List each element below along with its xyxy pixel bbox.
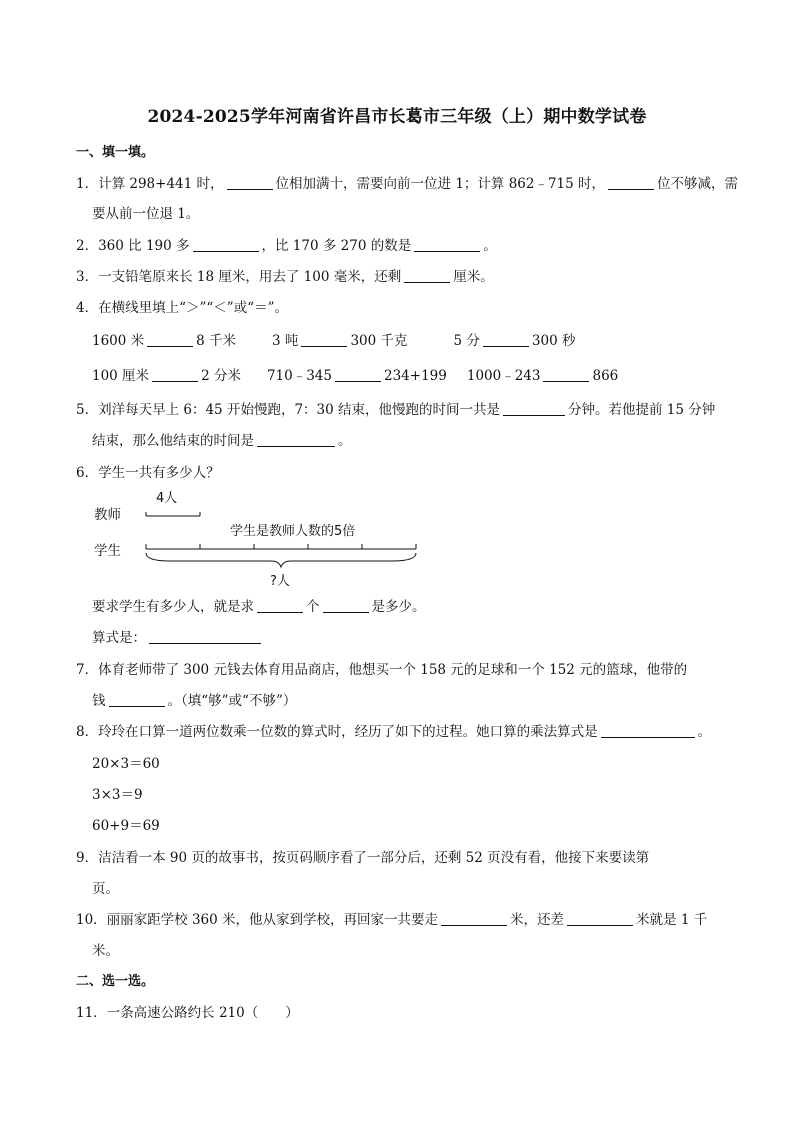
question-4-stem: 4．在横线里填上“＞”“＜”或“＝”。 bbox=[76, 300, 288, 316]
answer-blank[interactable] bbox=[608, 175, 654, 190]
answer-blank[interactable] bbox=[414, 237, 480, 252]
answer-blank[interactable] bbox=[503, 401, 565, 416]
answer-blank[interactable] bbox=[109, 692, 165, 707]
answer-blank[interactable] bbox=[441, 911, 507, 926]
question-6-ask: 要求学生有多少人，就是求 个 是多少。 bbox=[92, 599, 426, 615]
question-9-line-1: 9．洁洁看一本 90 页的故事书，按页码顺序看了一部分后，还剩 52 页没有看，他接下来要读第 bbox=[76, 850, 650, 866]
question-7-line-1: 7．体育老师带了 300 元钱去体育用品商店，他想买一个 158 元的足球和一个 152 元的篮球，他带的 bbox=[76, 662, 688, 678]
answer-blank[interactable] bbox=[335, 367, 381, 382]
question-1-line-1: 1．计算 298+441 时， 位相加满十，需要向前一位进 1；计算 862﹣715 时， 位不够减，需 bbox=[76, 176, 739, 192]
question-2: 2．360 比 190 多 ，比 170 多 270 的数是 。 bbox=[76, 238, 497, 254]
answer-blank[interactable] bbox=[404, 268, 450, 283]
answer-blank[interactable] bbox=[301, 332, 347, 347]
answer-blank[interactable] bbox=[567, 911, 633, 926]
section-heading-fill: 一、填一填。 bbox=[76, 145, 155, 160]
question-4-row-1: 1600 米 8 千米 3 吨 300 千克 5 分 300 秒 bbox=[92, 333, 576, 349]
question-8-step-3: 60+9＝69 bbox=[92, 818, 160, 834]
question-6-formula: 算式是： bbox=[92, 628, 264, 648]
unknown-total-label: ?人 bbox=[270, 574, 290, 589]
page-title: 2024-2025学年河南省许昌市长葛市三年级（上）期中数学试卷 bbox=[147, 107, 647, 127]
question-11: 11．一条高速公路约长 210（ ） bbox=[76, 1005, 299, 1021]
student-segment bbox=[146, 544, 416, 549]
question-5-line-2: 结束，那么他结束的时间是 。 bbox=[92, 433, 352, 449]
teacher-label: 教师 bbox=[94, 507, 121, 523]
question-4-row-2: 100 厘米 2 分米 710﹣345 234+199 1000﹣243 866 bbox=[92, 368, 619, 384]
question-6-stem: 6．学生一共有多少人？ bbox=[76, 465, 220, 481]
question-10-line-1: 10．丽丽家距学校 360 米，他从家到学校，再回家一共要走 米，还差 米就是 1 千 bbox=[76, 912, 708, 928]
question-10-line-2: 米。 bbox=[92, 943, 119, 959]
question-5-line-1: 5．刘洋每天早上 6：45 开始慢跑，7：30 结束，他慢跑的时间一共是 分钟。若他提前 15 分钟 bbox=[76, 402, 716, 418]
teacher-count-label: 4人 bbox=[156, 491, 178, 506]
line-segment-diagram bbox=[90, 487, 430, 592]
section-heading-choice: 二、选一选。 bbox=[76, 974, 155, 989]
answer-blank[interactable] bbox=[147, 332, 193, 347]
question-3: 3．一支铅笔原来长 18 厘米，用去了 100 毫米，还剩 厘米。 bbox=[76, 269, 494, 285]
answer-blank[interactable] bbox=[483, 332, 529, 347]
student-label: 学生 bbox=[94, 543, 121, 559]
answer-blank[interactable] bbox=[257, 432, 335, 447]
brace-icon bbox=[146, 553, 416, 567]
answer-blank[interactable] bbox=[193, 237, 259, 252]
answer-blank[interactable] bbox=[323, 598, 369, 613]
answer-blank[interactable] bbox=[257, 598, 303, 613]
question-8-step-2: 3×3＝9 bbox=[92, 787, 143, 803]
question-9-line-2: 页。 bbox=[92, 881, 119, 897]
question-1-line-2: 要从前一位退 1。 bbox=[92, 206, 200, 222]
answer-blank[interactable] bbox=[149, 629, 261, 644]
question-7-line-2: 钱 。（填“够”或“不够”） bbox=[92, 693, 297, 709]
question-8-stem: 8．玲玲在口算一道两位数乘一位数的算式时，经历了如下的过程。她口算的乘法算式是 。 bbox=[76, 724, 712, 740]
teacher-segment bbox=[146, 512, 200, 516]
relation-label: 学生是教师人数的5倍 bbox=[230, 524, 356, 539]
answer-blank[interactable] bbox=[152, 367, 198, 382]
question-8-step-1: 20×3＝60 bbox=[92, 756, 160, 772]
answer-blank[interactable] bbox=[601, 723, 695, 738]
answer-blank[interactable] bbox=[543, 367, 589, 382]
answer-blank[interactable] bbox=[227, 175, 273, 190]
